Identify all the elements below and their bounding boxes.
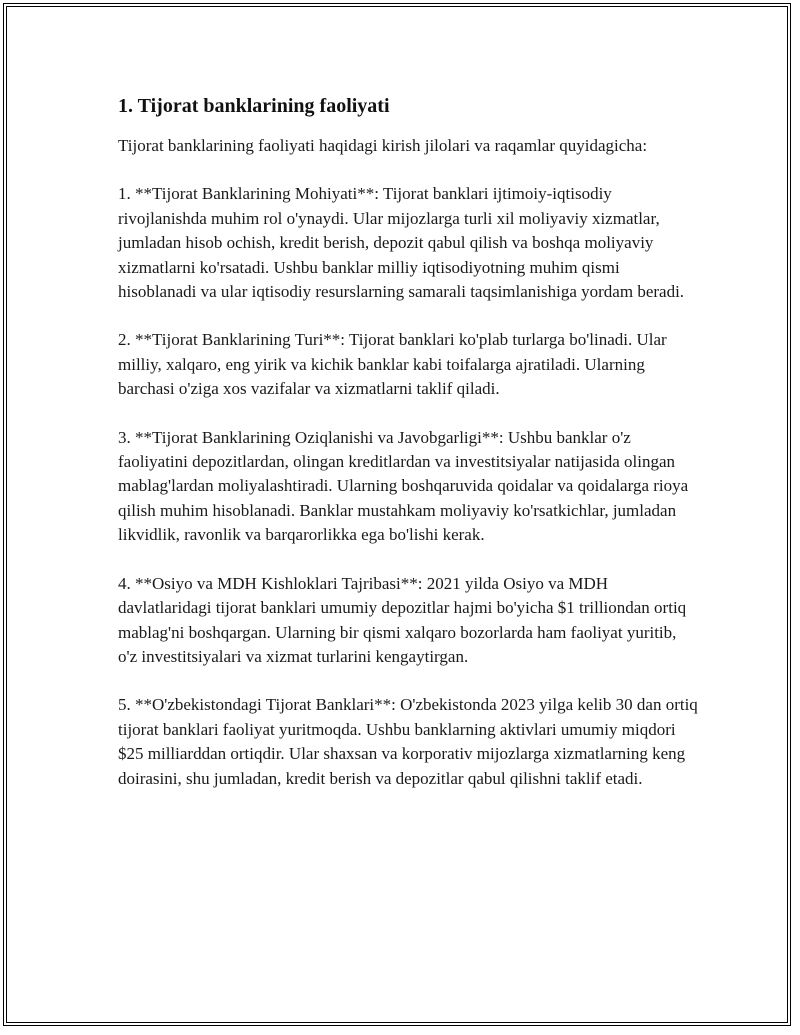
intro-paragraph: Tijorat banklarining faoliyati haqidagi kirish jilolari va raqamlar quyidagicha: <box>118 136 648 155</box>
document-body <box>118 92 698 815</box>
paragraph-3: 3. **Tijorat Banklarining Oziqlanishi va Javobgarligi**: Ushbu banklar o'z faoliyatini depozitlardan, olingan kreditlardan va investitsiyalar natijasida olingan mablag'lardan moliyalashtiradi. Ularning boshqaruvida qoidalar va qoidalarga rioya qilish muhim hisoblanadi. Banklar mustahkam moliyaviy ko'rsatkichlar, jumladan likvidlik, ravonlik va barqarorlikka ega bo'lishi kerak. <box>118 427 689 545</box>
paragraph-5: 5. **O'zbekistondagi Tijorat Banklari**: O'zbekistonda 2023 yilga kelib 30 dan ortiq tijorat banklari faoliyat yuritmoqda. Ushbu banklarning aktivlari umumiy miqdori $25 milliarddan ortiqdir. Ular shaxsan va korporativ mijozlarga xizmatlarning keng doirasini, shu jumladan, kredit berish va depozitlar qabul qilishni taklif etadi. <box>118 695 698 788</box>
paragraph-2: 2. **Tijorat Banklarining Turi**: Tijorat banklari ko'plab turlarga bo'linadi. Ular milliy, xalqaro, eng yirik va kichik banklar kabi toifalarga ajratiladi. Ularning barchasi o'ziga xos vazifalar va xizmatlarni taklif qiladi. <box>118 330 667 399</box>
paragraph-4: 4. **Osiyo va MDH Kishloklari Tajribasi**: 2021 yilda Osiyo va MDH davlatlaridagi tijorat banklari umumiy depozitlar hajmi bo'yicha $1 trilliondan ortiq mablag'ni boshqargan. Ularning bir qismi xalqaro bozorlarda ham faoliyat yuritib, o'z investitsiyalari va xizmat turlarini kengaytirgan. <box>118 573 687 666</box>
section-title: 1. Tijorat banklarining faoliyati <box>118 95 390 117</box>
paragraph-1: 1. **Tijorat Banklarining Mohiyati**: Tijorat banklari ijtimoiy-iqtisodiy rivojlanishda muhim rol o'ynaydi. Ular mijozlarga turli xil moliyaviy xizmatlar, jumladan hisob ochish, kredit berish, depozit qabul qilish va boshqa moliyaviy xizmatlarni ko'rsatadi. Ushbu banklar milliy iqtisodiyotning muhim qismi hisoblanadi va ular iqtisodiy resurslarning samarali taqsimlanishiga yordam beradi. <box>118 184 685 302</box>
